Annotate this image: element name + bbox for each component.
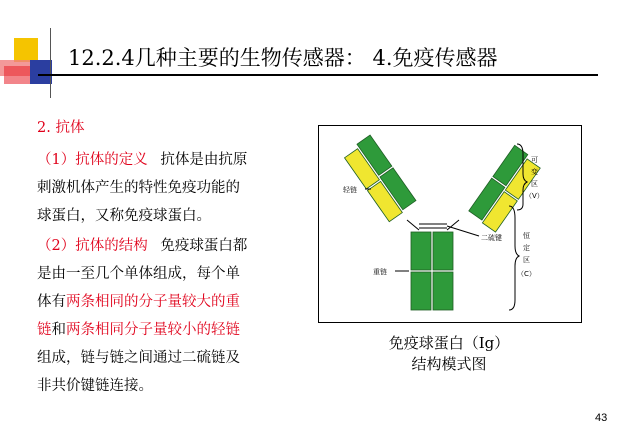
- corner-square-yellow: [14, 38, 38, 62]
- structure-text-3-red: 两条相同的分子量较大的重: [66, 294, 240, 310]
- page-title: 12.2.4几种主要的生物传感器： 4.免疫传感器: [68, 46, 498, 70]
- disulfide-label: 二硫键: [481, 234, 502, 242]
- figure-caption-line-2: 结构模式图: [411, 355, 487, 373]
- definition-label: （1）抗体的定义: [37, 152, 148, 168]
- corner-square-pink: [4, 66, 30, 84]
- constant-region-brace: [509, 206, 519, 310]
- hinge-left: [407, 220, 419, 230]
- definition-text-1: 抗体是由抗原: [160, 152, 248, 168]
- structure-text-4-red-a: 链: [37, 322, 52, 338]
- variable-region-label-1: 可: [531, 156, 538, 164]
- structure-text-5: 组成，链与链之间通过二硫链及: [37, 350, 240, 366]
- corner-square-blue: [30, 60, 52, 84]
- title-divider: [38, 74, 598, 76]
- corner-vertical-line: [50, 28, 51, 98]
- section-heading: 2. 抗体: [37, 120, 85, 136]
- constant-region-label-4: （C）: [517, 270, 536, 278]
- stem-heavy-chain-right-bottom: [433, 272, 453, 310]
- structure-text-1: 免疫球蛋白都: [160, 238, 248, 254]
- antibody-diagram: [319, 126, 581, 322]
- stem-heavy-chain-left-top: [411, 232, 431, 270]
- definition-text-3: 球蛋白，又称免疫球蛋白。: [37, 208, 211, 224]
- structure-text-3-prefix: 体有: [37, 294, 66, 310]
- stem-heavy-chain-right-top: [433, 232, 453, 270]
- structure-text-2: 是由一至几个单体组成，每个单: [37, 266, 240, 282]
- antibody-figure: [318, 125, 582, 323]
- stem-heavy-chain-left-bottom: [411, 272, 431, 310]
- constant-region-label-3: 区: [523, 256, 530, 264]
- variable-region-label-2: 变: [531, 168, 538, 176]
- figure-caption: [318, 333, 580, 375]
- light-chain-label: 轻链: [343, 186, 357, 194]
- structure-label: （2）抗体的结构: [37, 238, 148, 254]
- structure-text-6: 非共价键链连接。: [37, 378, 153, 394]
- constant-region-label-2: 定: [523, 244, 530, 252]
- structure-line-3: [37, 288, 240, 316]
- figure-caption-line-1: 免疫球蛋白（Ig）: [388, 334, 510, 352]
- hinge-right: [447, 220, 459, 230]
- structure-line-1: [37, 232, 247, 260]
- constant-region-label-1: 恒: [523, 232, 530, 240]
- structure-text-4-mid: 和: [51, 322, 66, 338]
- structure-line-4: [37, 316, 240, 344]
- page-number: 43: [595, 412, 608, 424]
- variable-region-label-3: 区: [531, 180, 538, 188]
- variable-region-label-4: （V）: [525, 192, 544, 200]
- definition-text-2: 刺激机体产生的特性免疫功能的: [37, 180, 240, 196]
- structure-text-4-red-b: 两条相同分子量较小的轻链: [66, 322, 240, 338]
- definition-line-1: [37, 146, 247, 174]
- heavy-chain-label: 重链: [373, 268, 387, 276]
